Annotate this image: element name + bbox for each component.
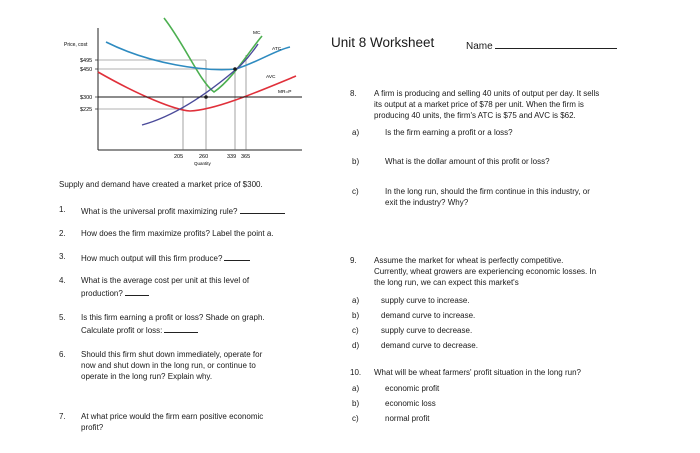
- q8-num: 8.: [350, 89, 357, 98]
- q9b-label: b): [352, 311, 360, 320]
- q2-text: How does the firm maximize profits? Label the point a.: [81, 229, 274, 238]
- q1-num: 1.: [59, 205, 66, 214]
- q10-num: 10.: [350, 368, 362, 377]
- x-axis-label: Quantity: [194, 161, 211, 166]
- worksheet-title: Unit 8 Worksheet: [331, 35, 435, 50]
- q9c-label: c): [352, 326, 359, 335]
- y-axis-label: Price, cost: [64, 42, 88, 48]
- name-label: Name: [466, 41, 493, 52]
- q3-text: How much output will this firm produce?: [81, 254, 223, 263]
- cost-curve-graph: [0, 0, 330, 180]
- name-field[interactable]: [466, 38, 617, 52]
- q9c-option[interactable]: supply curve to decrease.: [381, 326, 473, 335]
- mr-label: MR=P: [278, 90, 292, 95]
- q8-line2: its output at a market price of $78 per unit. When the firm is: [374, 100, 584, 109]
- q3-num: 3.: [59, 252, 66, 261]
- q7-num: 7.: [59, 412, 66, 421]
- q5-line1: Is this firm earning a profit or loss? Shade on graph.: [81, 313, 265, 322]
- q3-answer-blank[interactable]: [224, 252, 250, 261]
- x-tick-339: 339: [227, 154, 237, 160]
- atc-label: ATC: [272, 47, 282, 52]
- q7-line2: profit?: [81, 423, 104, 432]
- q5-answer-blank[interactable]: [164, 324, 198, 333]
- name-blank[interactable]: [495, 38, 617, 49]
- q9-line2: Currently, wheat growers are experiencing economic losses. In: [374, 267, 597, 276]
- q8a-label: a): [352, 128, 360, 137]
- atc-curve: [106, 42, 290, 70]
- q4-line2: production?: [81, 289, 123, 298]
- q8a-text: Is the firm earning a profit or a loss?: [385, 128, 513, 137]
- q4-num: 4.: [59, 276, 66, 285]
- q10c-label: c): [352, 414, 359, 423]
- mc-lower-curve: [142, 44, 258, 125]
- q9d-label: d): [352, 341, 360, 350]
- q8-line3: producing 40 units, the firm's ATC is $75 and AVC is $62.: [374, 111, 576, 120]
- q10a-option[interactable]: economic profit: [385, 384, 440, 393]
- q7-line1: At what price would the firm earn positive economic: [81, 412, 264, 421]
- q9a-option[interactable]: supply curve to increase.: [381, 296, 470, 305]
- left-intro: Supply and demand have created a market price of $300.: [59, 180, 263, 189]
- y-tick-300: $300: [80, 95, 93, 101]
- point-atc-min: [233, 67, 237, 71]
- q10b-option[interactable]: economic loss: [385, 399, 436, 408]
- q9a-label: a): [352, 296, 360, 305]
- q10a-label: a): [352, 384, 360, 393]
- q6-num: 6.: [59, 350, 66, 359]
- mc-label: MC: [253, 31, 261, 36]
- q8b-text: What is the dollar amount of this profit or loss?: [385, 157, 550, 166]
- q6-line2: now and shut down in the long run, or continue to: [81, 361, 256, 370]
- q9d-option[interactable]: demand curve to decrease.: [381, 341, 478, 350]
- q8c-line1: In the long run, should the firm continue in this industry, or: [385, 187, 590, 196]
- q2-num: 2.: [59, 229, 66, 238]
- y-tick-450: $450: [80, 67, 93, 73]
- q6-line3: operate in the long run? Explain why.: [81, 372, 213, 381]
- q10c-option[interactable]: normal profit: [385, 414, 430, 423]
- q9-num: 9.: [350, 256, 357, 265]
- q8c-line2: exit the industry? Why?: [385, 198, 469, 207]
- avc-label: AVC: [266, 75, 276, 80]
- q1-text: What is the universal profit maximizing rule?: [81, 207, 238, 216]
- q10b-label: b): [352, 399, 360, 408]
- q8b-label: b): [352, 157, 360, 166]
- q6-line1: Should this firm shut down immediately, operate for: [81, 350, 263, 359]
- x-tick-205: 205: [174, 154, 184, 160]
- q9-line1: Assume the market for wheat is perfectly competitive.: [374, 256, 564, 265]
- q5-num: 5.: [59, 313, 66, 322]
- q8c-label: c): [352, 187, 359, 196]
- q4-line1: What is the average cost per unit at this level of: [81, 276, 250, 285]
- y-tick-495: $495: [80, 58, 93, 64]
- q4-answer-blank[interactable]: [125, 287, 149, 296]
- point-mr-mc: [204, 95, 208, 99]
- q5-line2: Calculate profit or loss:: [81, 326, 163, 335]
- y-tick-225: $225: [80, 107, 93, 113]
- q10-text: What will be wheat farmers' profit situation in the long run?: [374, 368, 581, 377]
- q9-line3: the long run, we can expect this market's: [374, 278, 519, 287]
- q8-line1: A firm is producing and selling 40 units of output per day. It sells: [374, 89, 600, 98]
- x-tick-260: 260: [199, 154, 209, 160]
- q9b-option[interactable]: demand curve to increase.: [381, 311, 476, 320]
- x-tick-365: 365: [241, 154, 251, 160]
- q1-answer-blank[interactable]: [240, 205, 285, 214]
- mc-curve: [164, 18, 262, 92]
